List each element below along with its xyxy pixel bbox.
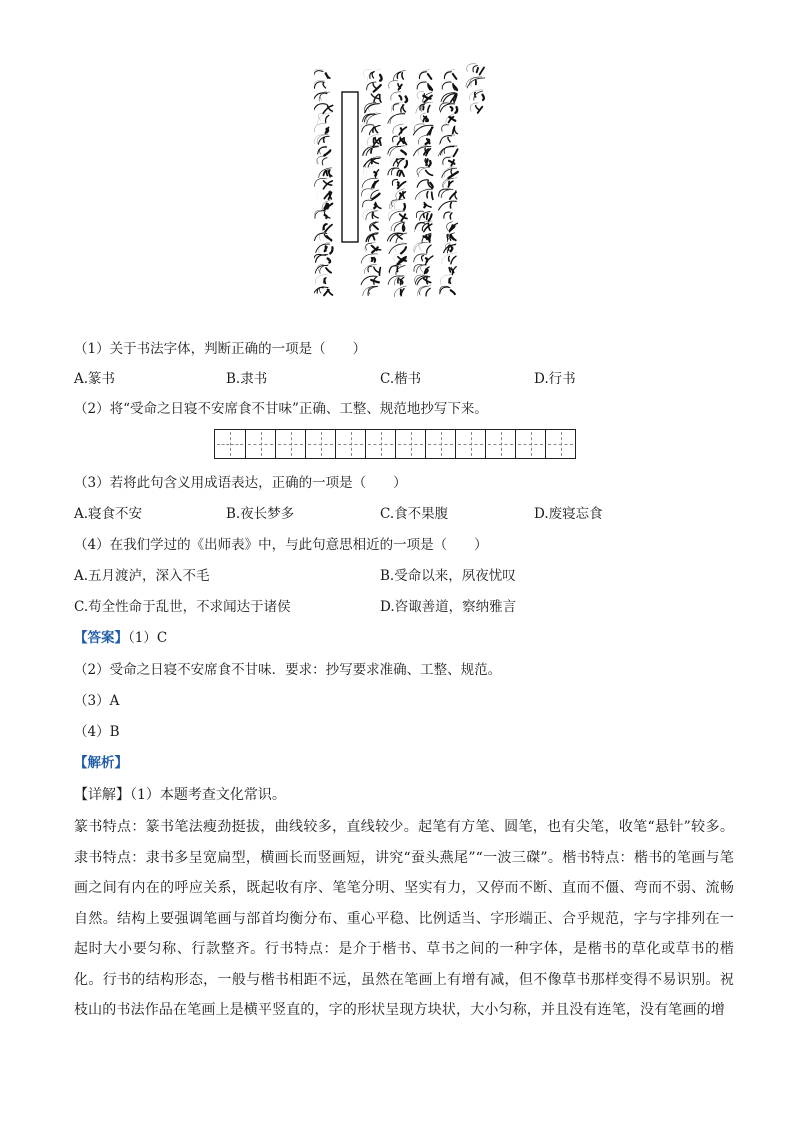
brush-glyph xyxy=(322,200,332,211)
detail-text: （1）本题考查文化常识。 xyxy=(130,787,286,803)
answer-1: （1）C xyxy=(128,630,168,646)
brush-glyph xyxy=(417,286,430,296)
brush-glyph xyxy=(449,267,456,275)
q3-option-c[interactable]: C.食不果腹 xyxy=(380,506,449,522)
q3-stem: （3）若将此句含义用成语表达，正确的一项是（ ） xyxy=(74,475,407,491)
brush-glyph xyxy=(367,134,381,146)
detail-line xyxy=(74,786,286,804)
answer-3: （3）A xyxy=(74,693,120,709)
q4-option-a[interactable]: A.五月渡泸，深入不毛 xyxy=(74,568,210,584)
brush-glyph xyxy=(418,135,429,144)
brush-glyph xyxy=(440,286,455,294)
brush-glyph xyxy=(323,224,332,232)
highlight-frame xyxy=(342,92,358,242)
q4-option-c[interactable]: C.苟全性命于乱世，不求闻达于诸侯 xyxy=(74,599,291,615)
brush-glyph xyxy=(315,275,327,285)
q1-option-c[interactable]: C.楷书 xyxy=(380,371,422,387)
brush-glyph xyxy=(444,70,456,80)
brush-glyph xyxy=(388,275,404,285)
brush-glyph xyxy=(467,64,484,75)
brush-glyph xyxy=(447,222,458,232)
brush-glyph xyxy=(417,91,432,102)
brush-glyph xyxy=(393,124,407,135)
brush-glyph xyxy=(443,156,455,166)
q1-option-b[interactable]: B.隶书 xyxy=(226,371,268,387)
brush-glyph xyxy=(391,102,405,112)
brush-glyph xyxy=(425,159,431,167)
answer-label: 【答案】 xyxy=(74,630,128,646)
grid-cell[interactable] xyxy=(215,430,245,458)
brush-glyph xyxy=(367,82,381,92)
brush-glyph xyxy=(439,189,457,199)
brush-glyph xyxy=(363,69,381,81)
brush-glyph xyxy=(389,242,407,254)
brush-glyph xyxy=(315,178,333,188)
brush-glyph xyxy=(417,180,432,188)
brush-glyph xyxy=(441,93,457,103)
brush-glyph xyxy=(394,253,407,264)
brush-glyph xyxy=(318,146,331,156)
brush-glyph xyxy=(394,286,406,297)
calligraphy-drawing xyxy=(314,62,490,324)
brush-glyph xyxy=(441,80,457,90)
grid-cell[interactable] xyxy=(425,430,455,458)
brush-glyph xyxy=(363,113,381,124)
answer-2: （2）受命之日寝不安席食不甘味．要求：抄写要求准确、工整、规范。 xyxy=(74,662,502,678)
brush-glyph xyxy=(393,136,407,144)
q3-option-a[interactable]: A.寝食不安 xyxy=(74,506,143,522)
brush-glyph xyxy=(396,189,406,200)
brush-glyph xyxy=(365,264,381,275)
brush-glyph xyxy=(363,286,378,296)
brush-glyph xyxy=(366,233,379,243)
q4-option-b[interactable]: B.受命以来，夙夜忧叹 xyxy=(380,568,516,584)
brush-glyph xyxy=(417,167,433,177)
brush-glyph xyxy=(362,178,378,188)
brush-glyph xyxy=(391,92,407,102)
brush-glyph xyxy=(363,209,378,220)
brush-glyph xyxy=(420,113,428,122)
brush-glyph xyxy=(363,145,379,156)
brush-glyph xyxy=(314,231,331,241)
brush-glyph xyxy=(364,156,381,167)
brush-glyph xyxy=(314,134,329,144)
brush-glyph xyxy=(389,199,405,210)
brush-glyph xyxy=(413,124,433,135)
q1-stem: （1）关于书法字体，判断正确的一项是（ ） xyxy=(74,341,367,357)
brush-glyph xyxy=(363,200,381,208)
analysis-label: 【解析】 xyxy=(74,755,128,771)
brush-glyph xyxy=(315,210,330,218)
brush-glyph xyxy=(391,221,405,231)
grid-cell[interactable] xyxy=(545,430,575,458)
brush-glyph xyxy=(416,199,431,209)
brush-glyph xyxy=(388,113,406,124)
brush-glyph xyxy=(314,92,330,102)
brush-glyph xyxy=(441,253,457,264)
brush-glyph xyxy=(414,242,431,253)
grid-cell[interactable] xyxy=(275,430,305,458)
brush-glyph xyxy=(363,101,380,113)
brush-glyph xyxy=(315,124,329,134)
brush-glyph xyxy=(466,76,485,88)
brush-glyph xyxy=(317,156,327,165)
brush-glyph xyxy=(391,156,407,168)
q3-option-d[interactable]: D.废寝忘食 xyxy=(534,506,603,522)
brush-glyph xyxy=(365,242,381,252)
brush-glyph xyxy=(363,166,379,177)
brush-glyph xyxy=(439,103,457,113)
answer-4: （4）B xyxy=(74,724,120,740)
brush-glyph xyxy=(446,113,458,124)
brush-glyph xyxy=(416,102,433,113)
brush-glyph xyxy=(416,211,431,221)
brush-glyph xyxy=(314,104,333,114)
brush-glyph xyxy=(414,145,432,156)
brush-glyph xyxy=(361,274,379,284)
grid-cell[interactable] xyxy=(335,430,365,458)
grid-cell[interactable] xyxy=(455,430,485,458)
brush-glyph xyxy=(439,199,457,210)
brush-glyph xyxy=(422,233,431,242)
analysis-body: 篆书特点：篆书笔法瘦劲挺拔，曲线较多，直线较少。起笔有方笔、圆笔，也有尖笔，收笔“悬针”较多。隶书特点：隶书多呈宽扁型，横画长而竖画短，讲究“蚕头燕尾”“一波三磔”。楷书特点：楷书的笔画与笔画之间有内在的呼应关系，既起收有序、笔笔分明、坚实有力，又停而不断、直而不僵、弯而不弱、流畅自然。结构上要强调笔画与部首均衡分布、重心平稳、比例适当、字形端正、合乎规范，字与字排列在一起时大小要匀称、行款整齐。行书特点：是介于楷书、草书之间的一种字体，是楷书的草化或草书的楷化。行书的结构形态，一般与楷书相距不远，虽然在笔画上有增有减，但不像草书那样变得不易识别。祝枝山的书法作品在笔画上是横平竖直的，字的形状呈现方块状，大小匀称，并且没有连笔，没有笔画的增 xyxy=(74,819,734,1018)
q4-option-d[interactable]: D.咨诹善道，察纳雅言 xyxy=(380,599,517,615)
q1-option-a[interactable]: A.篆书 xyxy=(74,371,116,387)
brush-glyph xyxy=(438,145,457,156)
brush-glyph xyxy=(361,253,378,263)
brush-glyph xyxy=(416,80,432,90)
brush-glyph xyxy=(393,71,405,81)
brush-glyph xyxy=(443,177,457,189)
brush-glyph xyxy=(392,179,405,188)
brush-glyph xyxy=(361,123,380,135)
grid-cell[interactable] xyxy=(245,430,275,458)
writing-grid[interactable] xyxy=(214,429,576,459)
analysis-label-line xyxy=(74,754,128,772)
brush-glyph xyxy=(371,94,381,102)
brush-glyph xyxy=(440,275,452,285)
grid-cell[interactable] xyxy=(305,430,335,458)
brush-glyph xyxy=(317,188,332,199)
q4-stem: （4）在我们学过的《出师表》中，与此句意思相近的一项是（ ） xyxy=(74,537,488,553)
brush-glyph xyxy=(414,221,432,232)
grid-cell[interactable] xyxy=(485,430,515,458)
brush-glyph xyxy=(444,210,454,220)
brush-glyph xyxy=(440,135,455,145)
brush-glyph xyxy=(387,233,406,243)
brush-glyph xyxy=(442,167,458,178)
brush-glyph xyxy=(314,80,326,88)
brush-glyph xyxy=(369,221,378,231)
brush-glyph xyxy=(419,70,431,80)
brush-glyph xyxy=(389,81,402,90)
brush-glyph xyxy=(469,90,484,101)
brush-glyph xyxy=(388,210,407,221)
detail-label: 【详解】 xyxy=(74,787,130,803)
brush-glyph xyxy=(442,125,458,134)
q1-option-d[interactable]: D.行书 xyxy=(534,371,576,387)
brush-glyph xyxy=(318,113,333,125)
q2-stem: （2）将“受命之日寝不安席食不甘味”正确、工整、规范地抄写下来。 xyxy=(74,401,488,417)
brush-glyph xyxy=(315,264,331,273)
answer-line-1 xyxy=(74,629,167,647)
brush-glyph xyxy=(314,287,332,296)
brush-glyph xyxy=(444,243,456,253)
brush-glyph xyxy=(415,188,433,199)
brush-glyph xyxy=(388,168,404,176)
brush-glyph xyxy=(415,275,431,285)
brush-glyph xyxy=(314,253,330,263)
brush-glyph xyxy=(319,168,332,178)
brush-glyph xyxy=(470,103,482,113)
grid-cell[interactable] xyxy=(395,430,425,458)
q3-option-b[interactable]: B.夜长梦多 xyxy=(226,506,295,522)
brush-glyph xyxy=(362,189,380,199)
grid-cell[interactable] xyxy=(365,430,395,458)
brush-glyph xyxy=(414,264,429,274)
brush-glyph xyxy=(389,263,405,274)
brush-glyph xyxy=(447,233,456,242)
grid-cell[interactable] xyxy=(515,430,545,458)
brush-glyph xyxy=(388,146,406,156)
calligraphy-image xyxy=(314,62,490,324)
brush-glyph xyxy=(316,242,333,253)
brush-glyph xyxy=(414,254,433,265)
brush-glyph xyxy=(314,69,330,79)
